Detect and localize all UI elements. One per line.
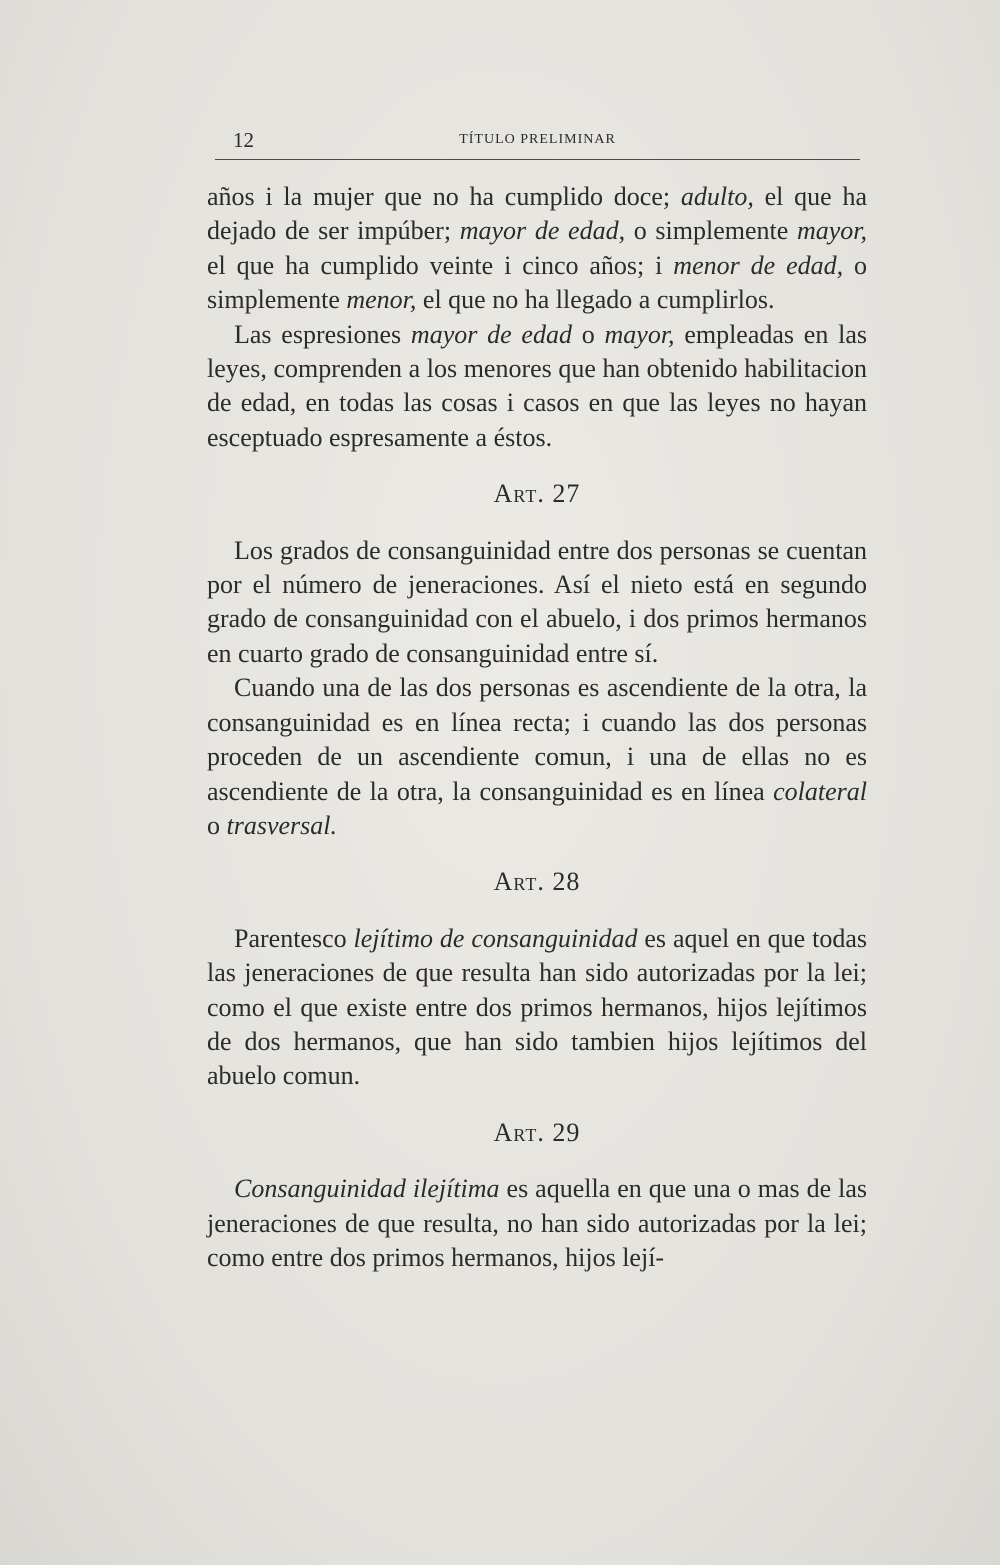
running-title: TÍTULO PRELIMINAR bbox=[459, 132, 616, 147]
paragraph-definitions: años i la mujer que no ha cumplido doce; adulto, el que ha dejado de ser impúber; mayor de edad, o simplemente mayor, el que ha cumplido veinte i cinco años; i menor de edad, o simplemente menor, el que no ha llegado a cumplirlos. bbox=[207, 182, 868, 315]
article-29-paragraph-1: Consanguinidad ilejítima es aquella en que una o mas de las jeneraciones de que resulta, no han sido autorizadas por la lei; como entre dos primos hermanos, hijos lejí- bbox=[207, 1174, 867, 1272]
article-27-paragraph-1: Los grados de consanguinidad entre dos personas se cuentan por el número de jeneraciones. Así el nieto está en segundo grado de consanguinidad con el abuelo, i dos primos hermanos en cuarto grado de consanguinidad entre sí. bbox=[207, 535, 867, 668]
page-number: 12 bbox=[233, 128, 254, 152]
article-27-paragraph-2: Cuando una de las dos personas es ascendiente de la otra, la consanguinidad es en línea recta; i cuando las dos personas proceden de un ascendiente comun, i una de ellas no es ascendiente de la otra, la consanguinidad es en línea colateral o trasversal. bbox=[207, 673, 867, 840]
page-header bbox=[215, 128, 860, 156]
body-text bbox=[207, 180, 867, 1275]
article-heading-28: Art. 28 bbox=[493, 867, 581, 897]
paragraph-expressions: Las espresiones mayor de edad o mayor, empleadas en las leyes, comprenden a los menores que han obtenido habilitacion de edad, en todas las cosas i casos en que las leyes no hayan esceptuado espresamente a éstos. bbox=[207, 319, 867, 452]
article-28-paragraph-1: Parentesco lejítimo de consanguinidad es aquel en que todas las jeneraciones de que resulta han sido autorizadas por la lei; como el que existe entre dos primos hermanos, hijos lejítimos de dos hermanos, que han sido tambien hijos lejítimos del abuelo comun. bbox=[207, 923, 867, 1091]
article-heading-29: Art. 29 bbox=[493, 1117, 581, 1147]
article-heading-27: Art. 27 bbox=[493, 479, 581, 509]
header-rule bbox=[215, 159, 860, 160]
